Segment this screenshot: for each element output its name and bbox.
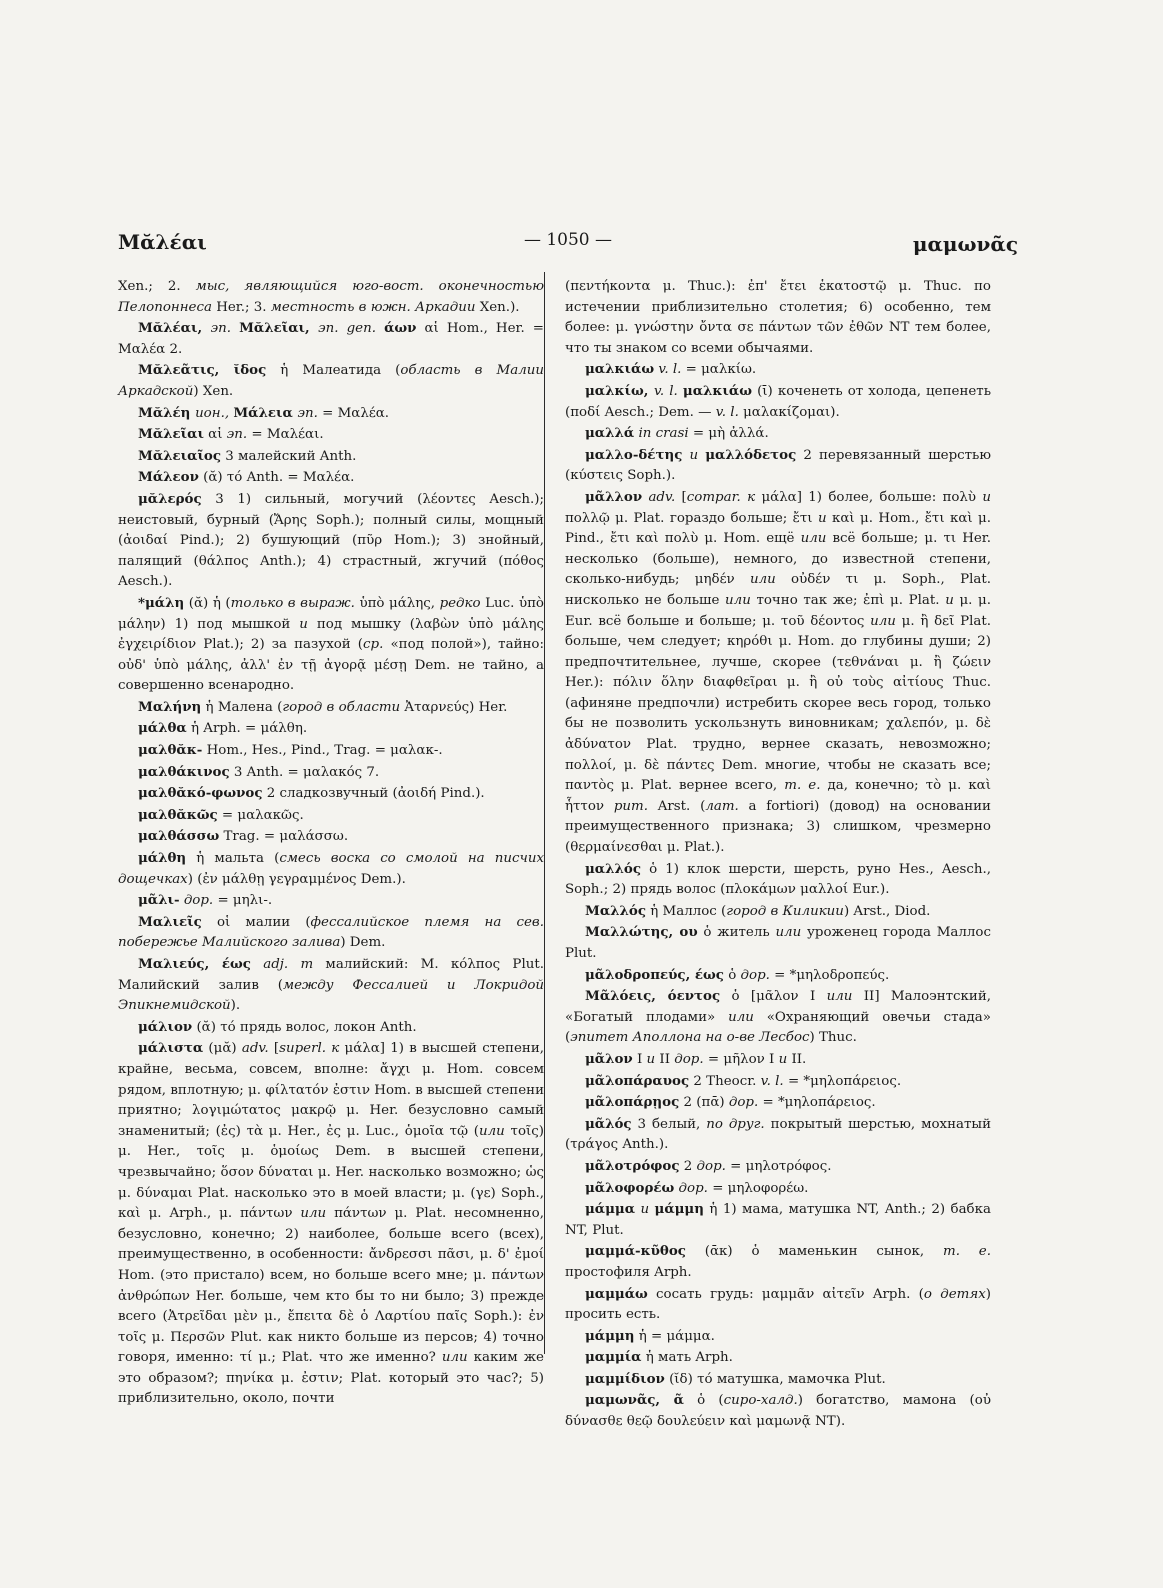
entry-label: или: [800, 531, 827, 547]
entry-label: эп. gen.: [318, 321, 385, 337]
entry-text: 2 Theocr.: [689, 1073, 761, 1089]
entry-label: т. е.: [943, 1244, 991, 1260]
entry-text: μάλα] 1) более, больше: πολὺ: [755, 489, 983, 505]
entry-text: Ἀταρνεύς) Her.: [400, 699, 508, 715]
entry-text: ἡ Малеатида (: [266, 363, 401, 379]
entry-text: Luc. ὑπὸ μάλην) 1) под мышкой: [118, 595, 544, 632]
entry-headword: μαμμίδιον: [585, 1370, 665, 1387]
entry-headword: Μαλλώτης, ου: [585, 924, 698, 941]
entry-headword: μάλθα: [138, 720, 187, 737]
entry-headword: Μαλήνη: [138, 698, 202, 715]
dictionary-entry: [118, 424, 544, 446]
entry-text: (ῑ) коченеть от холода, цепенеть (ποδί Aesch.; Dem. —: [565, 383, 991, 420]
dictionary-entry: [565, 1199, 991, 1241]
dictionary-entry: [565, 901, 991, 923]
entry-text: αἱ: [203, 427, 227, 443]
entry-text: «Охраняющий овечьи стада» (: [565, 1009, 991, 1046]
entry-label: эпитет Аполлона на о-ве Лесбос: [570, 1030, 810, 1046]
entry-text: 2: [679, 1158, 697, 1174]
entry-text: да, конечно; τὸ μ. καὶ ἧττον: [565, 778, 991, 814]
entry-text: ἡ Маллос (: [646, 903, 727, 919]
dictionary-entry: [118, 762, 544, 784]
entry-text: I: [632, 1051, 647, 1067]
entry-label: и: [640, 1202, 650, 1218]
header-last-headword: μαμωνᾶς: [912, 232, 1018, 256]
dictionary-entry: [565, 1092, 991, 1114]
dictionary-entry: [565, 1156, 991, 1178]
entry-label: ср.: [363, 637, 384, 653]
entry-text: ὑπὸ μάλης,: [354, 595, 440, 611]
entry-headword: μαμωνᾶς, ᾶ: [585, 1392, 684, 1409]
entry-text: Trag. = μαλάσσω.: [219, 829, 349, 845]
entry-text: πάντων μ. Plat. несомненно, безусловно, конечно; 2) наиболее, больше всего (всех), преимущественно, в особенности: ἄνδρεσσι πᾶσι, μ. δ' ἐμοί Hom. (это пристало) всем, но больше всего мне; μ. πάντων ἀνθρώπων Her. больше, чем кто бы то ни было; 3) прежде всего (Ἀτρεῖδαι μὲν μ., ἔπειτα δὲ ὁ Λαρτίου παῖς Soph.): ἐν τοῖς μ. Περσῶν Plut. как никто больше из персов; 4) точно говоря, именно: τί μ.; Plat. что же именно?: [118, 1206, 544, 1366]
entry-label: т. е.: [784, 778, 821, 794]
dictionary-entry: [565, 1241, 991, 1283]
dictionary-entry: [118, 1038, 544, 1410]
entry-label: или: [725, 592, 751, 608]
entry-text: ὁ житель: [697, 925, 776, 941]
dictionary-entry: [565, 277, 991, 359]
entry-label: дор.: [696, 1158, 726, 1174]
entry-label: местность в южн. Аркадии: [270, 299, 476, 315]
entry-label: город в области: [282, 699, 401, 715]
entry-text: = Μαλέα.: [317, 405, 390, 421]
dictionary-entry: [118, 403, 544, 425]
entry-label: рит.: [613, 798, 648, 814]
entry-headword: Μᾰλειαῖος: [138, 447, 222, 464]
entry-label: superl. к: [279, 1041, 340, 1057]
entry-label: и: [982, 489, 991, 505]
entry-text: ) богатство, мамона (οὐ δύνασθε θεῷ δουλεύειν καὶ μαμωνᾷ NT).: [565, 1393, 991, 1430]
dictionary-entry: [565, 1071, 991, 1093]
entry-label: и: [945, 592, 954, 608]
entry-headword: μᾶλι-: [138, 892, 180, 909]
entry-label: compar. к: [686, 489, 756, 505]
dictionary-entry: [118, 446, 544, 468]
entry-text: ) Xen.: [193, 383, 234, 399]
entry-text: 2 (πᾱ): [679, 1095, 729, 1111]
entry-text: малийский: Μ. κόλπος Plut. Малийский залив (: [118, 957, 544, 993]
entry-text: (μᾰ): [203, 1041, 242, 1057]
dictionary-entry: [118, 740, 544, 762]
entry-headword: Μάλεια: [233, 404, 298, 421]
entry-label: ион.,: [195, 405, 234, 421]
dictionary-entry: [118, 783, 544, 805]
entry-text: ἡ Arph. = μάλθη.: [186, 721, 308, 737]
entry-text: [: [268, 1041, 280, 1057]
entry-label: in crasi: [638, 426, 689, 442]
entry-headword: μᾰλερός: [138, 490, 202, 507]
entry-text: Xen.).: [475, 299, 520, 315]
entry-text: ὁ: [723, 967, 741, 983]
entry-text: ἡ Малена (: [201, 699, 283, 715]
entry-text: αἱ Hom., Her. = Μαλέα 2.: [118, 321, 544, 357]
entry-label: фессалийское племя на сев. побережье Малийского залива: [118, 914, 544, 951]
entry-label: или: [441, 1350, 468, 1366]
dictionary-entry: [565, 922, 991, 964]
entry-label: сиро-халд.: [723, 1393, 798, 1409]
entry-label: и: [646, 1051, 656, 1067]
page-header: [118, 230, 1018, 260]
entry-label: adv.: [648, 489, 676, 505]
entry-label: эп.: [210, 321, 240, 337]
entry-label: или: [870, 613, 896, 629]
entry-text: II: [655, 1051, 675, 1067]
entry-headword: μαμμά-κῦθος: [585, 1243, 686, 1260]
entry-text: (ᾱκ) ὁ маменькин сынок,: [685, 1244, 943, 1260]
entry-headword: μαλθάκινος: [138, 763, 230, 780]
dictionary-entry: [565, 445, 991, 487]
entry-headword: μαλλόδετος: [705, 446, 797, 463]
entry-label: дор.: [183, 893, 214, 909]
entry-label: и: [689, 447, 699, 463]
entry-text: (ᾰ) τό Anth. = Μαλέα.: [198, 470, 355, 486]
entry-text: точно так же; ἐπὶ μ. Plat.: [750, 592, 946, 608]
entry-text: «под полой»), тайно: οὐδ' ὑπὸ μάλης, ἀλλ' ἐν τῇ ἀγορᾷ μέσῃ Dem. не тайно, а совершенно всенародно.: [118, 637, 544, 694]
entry-text: Arst. (: [647, 798, 706, 814]
entry-label: дор.: [728, 1095, 759, 1111]
entry-text: = μαλακῶς.: [217, 807, 304, 823]
entry-label: v. l.: [658, 362, 682, 378]
dictionary-entry: [118, 467, 544, 489]
column-divider: [544, 272, 545, 1354]
entry-text: = *μηλοπάρειος.: [758, 1095, 876, 1111]
dictionary-entry: [118, 360, 544, 402]
entry-text: οὐδέν τι μ. Soph., Plat. нисколько не больше: [565, 572, 991, 608]
entry-text: = μηλοτρόφος.: [725, 1158, 832, 1174]
dictionary-entry: [118, 954, 544, 1017]
entry-text: 3 1) сильный, могучий (λέοντες Aesch.); неистовый, бурный (Ἄρης Soph.); полный силы, мощный (ἀοιδαί Pind.); 2) бушующий (πῦρ Hom.); 3) знойный, палящий (θάλπος Anth.); 4) страстный, жгучий (πόθος Aesch.).: [118, 491, 544, 590]
entry-text: μαλακίζομαι).: [738, 404, 840, 420]
dictionary-entry: [565, 1178, 991, 1200]
entry-text: μ. ἢ δεῖ Plat. больше, чем следует; κηρόθι μ. Hom. до глубины души; 2) предпочтительнее, лучше, скорее (τεθνάναι μ. ἢ ζώειν Her.): πόλιν ὅλην διαφθεῖραι μ. ἢ οὐ τοὺς αἰτίους Thuc. (афиняне предпочли) истребить скорее весь город, только бы не позволить ускользнуть виновникам; χαλεπόν, μ. δὲ ἀδύνατον Plat. трудно, вернее сказать, невозможно; πολλοί, μ. δὲ πάντες Dem. многие, чтобы не сказать все; παντὸς μ. Plat. вернее всего,: [565, 613, 991, 794]
entry-text: καὶ μ. Hom., ἔτι καὶ μ. Pind., ἔτι καὶ πολὺ μ. Hom. ещё: [565, 510, 992, 547]
dictionary-entry: [565, 487, 991, 859]
entry-text: a fortiori) (довод) на основании преимущественного признака; 3) слишком, чрезмерно (θερμαίνεσθαι μ. Plat.).: [565, 798, 991, 856]
dictionary-entry: [118, 277, 544, 318]
dictionary-entry: [565, 1284, 991, 1326]
entry-label: v. l.: [715, 404, 739, 420]
entry-headword: μάλθη: [138, 850, 187, 867]
entry-text: покрытый шерстью, мохнатый (τράγος Anth.).: [565, 1116, 992, 1153]
entry-text: 3 белый,: [631, 1116, 707, 1132]
entry-label: между Фессалией и Локридой Эпикнемидской: [118, 977, 545, 1014]
dictionary-entry: [565, 1369, 991, 1391]
entry-text: = μῆλον I: [703, 1051, 779, 1067]
entry-headword: μᾶλον: [585, 1050, 633, 1067]
dictionary-entry: [118, 697, 544, 719]
entry-headword: Μᾶλόεις, όεντος: [585, 988, 721, 1005]
entry-label: или: [749, 572, 776, 588]
entry-text: ) Arst., Diod.: [843, 903, 931, 919]
entry-text: (ῐδ) τό матушка, мамочка Plut.: [664, 1371, 886, 1387]
dictionary-entry: [565, 859, 991, 901]
entry-label: эп.: [297, 405, 318, 421]
entry-text: Her.; 3.: [211, 299, 271, 315]
entry-text: ) Thuc.: [809, 1030, 857, 1046]
entry-label: область в Малии Аркадской: [118, 363, 544, 399]
dictionary-entry: [118, 805, 544, 827]
entry-label: или: [826, 989, 853, 1005]
entry-headword: μᾶλοπάρῃος: [585, 1094, 680, 1111]
header-first-headword: Μᾰλέαι: [118, 230, 207, 254]
entry-headword: Μαλιεῖς: [138, 913, 202, 930]
entry-text: ἡ мать Arph.: [641, 1350, 733, 1366]
entry-text: μάλα] 1) в высшей степени, крайне, весьма, совсем, вполне: ἄγχι μ. Hom. совсем рядом, вплотную; μ. φίλτατόν ἐστιν Hom. в высшей степени приятно; λογιμώτατος μακρῷ μ. Her. безусловно самый знаменитый; (ἐς) τὰ μ. Her., ἐς μ. Luc., ὁμοῖα τῷ (: [118, 1041, 545, 1139]
dictionary-entry: [118, 489, 544, 593]
dictionary-entry: [565, 381, 991, 423]
entry-text: всё больше; μ. τι Her. несколько (больше), немного, до известной степени, сколько-нибудь; μηδέν: [565, 531, 991, 588]
dictionary-entry: [118, 718, 544, 740]
entry-text: = μηλοφορέω.: [707, 1180, 809, 1196]
entry-headword: μαλλο-δέτης: [585, 446, 683, 463]
entry-label: о детях: [923, 1286, 986, 1302]
entry-text: 3 Anth. = μαλακός 7.: [229, 764, 380, 780]
entry-text: πολλῷ μ. Plat. гораздо больше; ἔτι: [565, 510, 818, 526]
entry-headword: *μάλη: [138, 594, 185, 611]
entry-text: под мышку (λαβὼν ὑπὸ μάλης ἐγχειρίδιον Plat.); 2) за пазухой (: [118, 616, 544, 653]
dictionary-entry: [565, 986, 991, 1049]
entry-text: II.: [787, 1051, 807, 1067]
entry-headword: μαλθᾰκῶς: [138, 806, 218, 823]
page-number: — 1050 —: [523, 230, 613, 250]
entry-headword: μαλθᾰκό-φωνος: [138, 785, 263, 802]
entry-headword: Μᾰλεᾶτις, ῐδος: [138, 362, 267, 379]
entry-headword: Μᾰλεῖαι,: [239, 320, 319, 337]
entry-headword: μαμμία: [585, 1349, 642, 1366]
dictionary-entry: [118, 1017, 544, 1039]
entry-text: [: [675, 489, 687, 505]
entry-text: каким же это образом?; πηνίκα μ. ἐστιν; Plat. который это час?; 5) приблизительно, около, почти: [118, 1350, 544, 1407]
entry-label: adj. m: [263, 957, 314, 972]
entry-text: οἱ малии (: [201, 914, 311, 930]
entry-text: = *μηλοδροπεύς.: [769, 967, 890, 983]
entry-text: 2 сладкозвучный (ἀοιδή Pind.).: [262, 786, 485, 802]
entry-label: эп.: [226, 427, 248, 443]
entry-text: μ. μ. Eur. всё больше и больше; μ. τοῦ δέοντος: [565, 592, 991, 629]
dictionary-entry: [565, 1114, 991, 1156]
entry-headword: μαμμάω: [585, 1285, 648, 1302]
entry-label: и: [778, 1051, 788, 1067]
entry-text: = μὴ ἀλλά.: [688, 426, 769, 442]
entry-headword: μαλθᾰκ-: [138, 742, 203, 759]
dictionary-entry: [565, 1390, 991, 1432]
entry-text: ) Dem.: [340, 935, 386, 951]
entry-headword: άων: [384, 320, 417, 337]
entry-label: и: [299, 616, 308, 632]
dictionary-entry: [565, 359, 991, 381]
entry-text: ὁ 1) клок шерсти, шерсть, руно Hes., Aesch., Soph.; 2) прядь волос (πλοκάμων μαλλοί Eur.).: [565, 861, 991, 898]
entry-headword: μᾶλοτρόφος: [585, 1157, 680, 1174]
entry-text: = *μηλοπάρειος.: [783, 1073, 902, 1089]
entry-label: мыс, являющийся юго-вост. оконечностью Пелопоннеса: [118, 279, 544, 315]
entry-text: = μαλκίω.: [681, 362, 757, 378]
entry-text: ὁ (: [683, 1393, 724, 1409]
entry-text: Xen.; 2.: [118, 279, 196, 294]
entry-text: (ᾰ) ἡ (: [184, 595, 231, 611]
entry-label: только в выраж.: [230, 595, 355, 611]
entry-label: город в Киликии: [726, 903, 844, 919]
entry-headword: μαλλός: [585, 860, 641, 877]
entry-text: τοῖς) μ. Her., τοῖς μ. ὁμοίως Dem. в высшей степени, чрезвычайно; ὅσον δύναται μ. Her. насколько возможно; ὡς μ. δύναμαι Plat. насколько это в моей власти; μ. (γε) Soph., καὶ μ. Arph., μ. πάντων: [118, 1123, 544, 1222]
entry-label: дор.: [674, 1051, 704, 1067]
entry-headword: μᾶλοπάραυος: [585, 1072, 690, 1089]
entry-text: простофиля Arph.: [565, 1264, 692, 1280]
entry-label: или: [775, 925, 802, 941]
left-column: [118, 277, 544, 1410]
entry-headword: μάμμη: [585, 1327, 635, 1344]
entry-text: ) (ἐν μάλθῃ γεγραμμένος Dem.).: [187, 871, 406, 887]
dictionary-entry: [118, 848, 544, 890]
entry-headword: μαλκιάω: [682, 382, 752, 399]
entry-headword: μαλκιάω: [585, 361, 655, 378]
entry-headword: Μάλεον: [138, 469, 199, 486]
entry-headword: μάμμη: [654, 1201, 704, 1218]
entry-text: ).: [230, 998, 241, 1014]
entry-headword: Μᾰλεῖαι: [138, 426, 204, 443]
dictionary-entry: [565, 423, 991, 445]
dictionary-entry: [565, 965, 991, 987]
entry-label: дор.: [740, 967, 770, 983]
dictionary-entry: [118, 318, 544, 360]
entry-label: или: [728, 1009, 754, 1025]
entry-text: ἡ мальта (: [186, 851, 280, 867]
entry-headword: Μᾰλέαι,: [138, 320, 211, 337]
entry-text: ἡ = μάμμα.: [634, 1328, 715, 1344]
entry-headword: μαλλά: [585, 425, 635, 442]
entry-headword: μᾶλοδροπεύς, έως: [585, 966, 724, 983]
entry-headword: μαλκίω,: [585, 382, 654, 399]
entry-text: сосать грудь: μαμμᾶν αἰτεῖν Arph. (: [647, 1286, 924, 1302]
entry-label: или: [300, 1206, 327, 1222]
dictionary-entry: [118, 890, 544, 912]
entry-text: ὁ [μᾶλον I: [720, 989, 827, 1005]
entry-text: (ᾰ) τό прядь волос, локон Anth.: [192, 1019, 417, 1035]
entry-text: II] Малоэнтский, «Богатый плодами»: [565, 989, 991, 1025]
dictionary-entry: [565, 1049, 991, 1071]
entry-headword: Μαλλός: [585, 902, 646, 919]
entry-text: уроженец города Маллос Plut.: [565, 925, 991, 961]
entry-headword: μάλιστα: [138, 1040, 204, 1057]
entry-label: по друг.: [706, 1116, 765, 1132]
dictionary-entry: [118, 826, 544, 848]
entry-text: = μηλι-.: [213, 893, 273, 909]
entry-text: Hom., Hes., Pind., Trag. = μαλακ-.: [202, 743, 443, 759]
entry-headword: μάλιον: [138, 1018, 193, 1035]
entry-headword: Μᾰλέη: [138, 404, 196, 421]
entry-headword: μᾶλός: [585, 1115, 632, 1132]
dictionary-entry: [118, 593, 544, 697]
dictionary-entry: [118, 912, 544, 954]
entry-label: и: [817, 510, 827, 526]
entry-text: (πεντήκοντα μ. Thuc.): ἐπ' ἔτει ἑκατοστῷ μ. Thuc. по истечении приблизительно столетия; 6) особенно, тем более: μ. γνώστην ὄντα σε πάντων τῶν ἐθῶν NT тем более, что ты знаком со всеми обычаями.: [565, 279, 991, 356]
entry-label: смесь воска со смолой на писчих дощечках: [118, 851, 544, 887]
entry-headword: μαλθάσσω: [138, 828, 220, 845]
entry-label: v. l.: [653, 383, 683, 399]
dictionary-entry: [565, 1326, 991, 1348]
entry-text: = Μαλέαι.: [247, 427, 324, 443]
entry-headword: μᾶλλον: [585, 488, 643, 505]
entry-label: или: [479, 1123, 505, 1139]
entry-headword: μᾶλοφορέω: [585, 1179, 675, 1196]
entry-text: ) просить есть.: [565, 1286, 991, 1323]
dictionary-entry: [565, 1347, 991, 1369]
entry-text: [251, 957, 263, 972]
entry-label: редко: [439, 595, 481, 611]
entry-text: ἡ 1) мама, матушка NT, Anth.; 2) бабка NT, Plut.: [565, 1202, 991, 1238]
entry-text: 3 малейский Anth.: [221, 448, 357, 464]
entry-headword: μάμμα: [585, 1201, 636, 1218]
entry-headword: Μαλιεύς, έως: [138, 956, 251, 972]
right-column: [565, 277, 991, 1433]
entry-label: лат.: [705, 798, 739, 814]
entry-text: 2 перевязанный шерстью (κύστεις Soph.).: [565, 447, 991, 484]
entry-label: adv.: [241, 1041, 269, 1057]
entry-label: v. l.: [760, 1073, 784, 1089]
entry-label: дор.: [678, 1180, 708, 1196]
